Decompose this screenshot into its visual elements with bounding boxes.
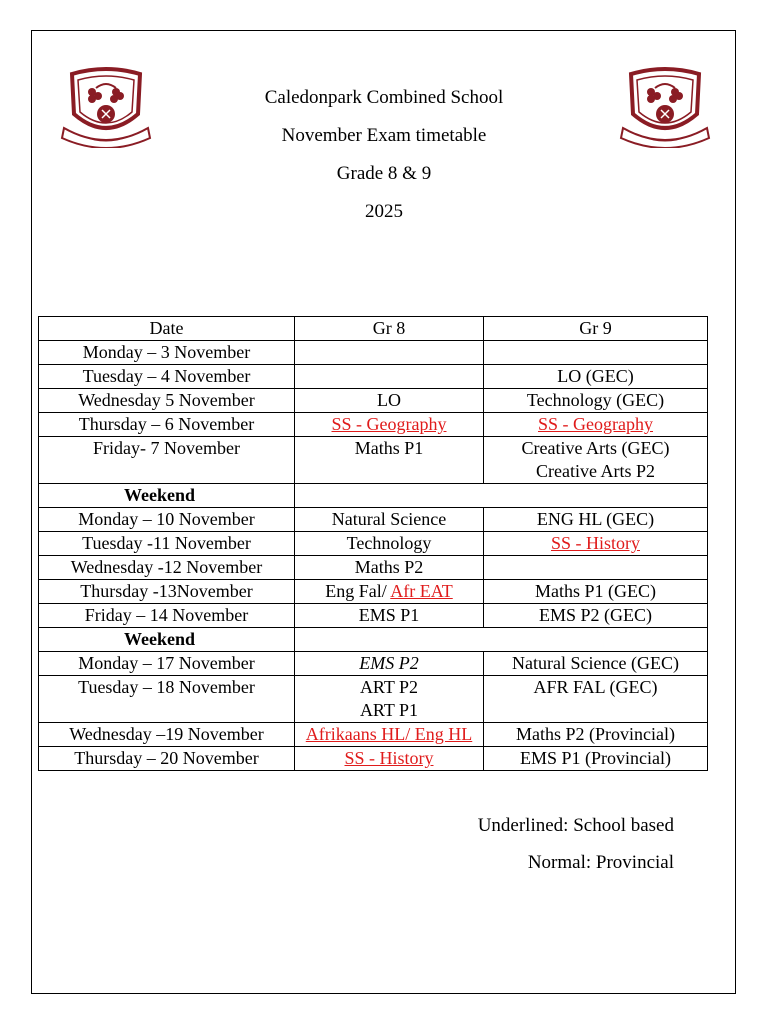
school-based-subject: SS - History bbox=[550, 533, 640, 553]
date-cell: Monday – 3 November bbox=[39, 341, 295, 365]
date-cell: Monday – 10 November bbox=[39, 508, 295, 532]
gr9-cell: Technology (GEC) bbox=[484, 389, 708, 413]
date-cell: Friday – 14 November bbox=[39, 604, 295, 628]
legend-underlined: Underlined: School based bbox=[477, 815, 674, 836]
gr9-subject-line: Creative Arts P2 bbox=[536, 461, 655, 481]
gr9-cell: EMS P2 (GEC) bbox=[484, 604, 708, 628]
gr9-cell bbox=[484, 413, 708, 437]
weekend-row bbox=[39, 628, 708, 652]
weekend-row bbox=[39, 484, 708, 508]
table-row bbox=[39, 580, 708, 604]
gr8-cell: Maths P2 bbox=[295, 556, 484, 580]
school-based-subject: SS - History bbox=[344, 748, 434, 768]
date-cell: Friday- 7 November bbox=[39, 437, 295, 484]
date-cell: Monday – 17 November bbox=[39, 652, 295, 676]
table-row bbox=[39, 437, 708, 484]
gr8-subject-line: ART P1 bbox=[359, 700, 419, 720]
gr9-cell bbox=[484, 437, 708, 484]
school-name: Caledonpark Combined School bbox=[264, 87, 504, 108]
gr8-cell bbox=[295, 580, 484, 604]
gr9-cell: LO (GEC) bbox=[484, 365, 708, 389]
table-row bbox=[39, 747, 708, 771]
date-cell: Wednesday -12 November bbox=[39, 556, 295, 580]
table-header-row bbox=[39, 317, 708, 341]
header-gr8: Gr 8 bbox=[295, 317, 484, 341]
gr8-cell bbox=[295, 723, 484, 747]
table-row bbox=[39, 365, 708, 389]
gr9-cell: EMS P1 (Provincial) bbox=[484, 747, 708, 771]
gr8-cell: LO bbox=[295, 389, 484, 413]
date-cell: Tuesday – 18 November bbox=[39, 676, 295, 723]
table-row bbox=[39, 532, 708, 556]
date-cell: Thursday – 6 November bbox=[39, 413, 295, 437]
gr8-cell bbox=[295, 341, 484, 365]
table-row bbox=[39, 723, 708, 747]
date-cell: Wednesday 5 November bbox=[39, 389, 295, 413]
table-row bbox=[39, 389, 708, 413]
table-row bbox=[39, 652, 708, 676]
date-cell: Tuesday – 4 November bbox=[39, 365, 295, 389]
gr8-cell bbox=[295, 365, 484, 389]
table-row bbox=[39, 413, 708, 437]
header-gr9: Gr 9 bbox=[484, 317, 708, 341]
gr9-cell: AFR FAL (GEC) bbox=[484, 676, 708, 723]
gr8-cell bbox=[295, 747, 484, 771]
table-row bbox=[39, 604, 708, 628]
weekend-empty-cell bbox=[295, 484, 708, 508]
date-cell: Wednesday –19 November bbox=[39, 723, 295, 747]
gr8-cell: EMS P1 bbox=[295, 604, 484, 628]
gr9-subject-line: Creative Arts (GEC) bbox=[521, 438, 670, 458]
table-row bbox=[39, 341, 708, 365]
gr9-cell: ENG HL (GEC) bbox=[484, 508, 708, 532]
gr8-cell: EMS P2 bbox=[295, 652, 484, 676]
school-based-subject: Afr EAT bbox=[390, 581, 453, 601]
school-based-subject: SS - Geography bbox=[538, 414, 653, 434]
school-based-subject: SS - Geography bbox=[331, 414, 447, 434]
date-cell: Tuesday -11 November bbox=[39, 532, 295, 556]
document-title: November Exam timetable bbox=[281, 125, 487, 146]
gr9-cell bbox=[484, 341, 708, 365]
weekend-label: Weekend bbox=[39, 628, 295, 652]
exam-timetable bbox=[38, 316, 708, 771]
date-cell: Thursday -13November bbox=[39, 580, 295, 604]
weekend-label: Weekend bbox=[39, 484, 295, 508]
gr8-cell bbox=[295, 413, 484, 437]
table-row bbox=[39, 676, 708, 723]
gr9-cell: Natural Science (GEC) bbox=[484, 652, 708, 676]
gr8-cell: Technology bbox=[295, 532, 484, 556]
legend-normal: Normal: Provincial bbox=[527, 852, 674, 873]
gr9-cell: Maths P2 (Provincial) bbox=[484, 723, 708, 747]
year-label: 2025 bbox=[365, 201, 403, 222]
header-date: Date bbox=[39, 317, 295, 341]
weekend-empty-cell bbox=[295, 628, 708, 652]
date-cell: Thursday – 20 November bbox=[39, 747, 295, 771]
grades-label: Grade 8 & 9 bbox=[336, 163, 432, 184]
gr8-subject-part: Eng Fal/ bbox=[325, 581, 391, 601]
table-row bbox=[39, 508, 708, 532]
gr8-subject-line: ART P2 bbox=[359, 677, 419, 697]
gr8-cell: Natural Science bbox=[295, 508, 484, 532]
school-based-subject: Afrikaans HL/ Eng HL bbox=[305, 724, 473, 744]
gr9-cell: Maths P1 (GEC) bbox=[484, 580, 708, 604]
table-row bbox=[39, 556, 708, 580]
gr8-cell: Maths P1 bbox=[295, 437, 484, 484]
gr9-cell bbox=[484, 532, 708, 556]
gr9-cell bbox=[484, 556, 708, 580]
gr8-cell bbox=[295, 676, 484, 723]
